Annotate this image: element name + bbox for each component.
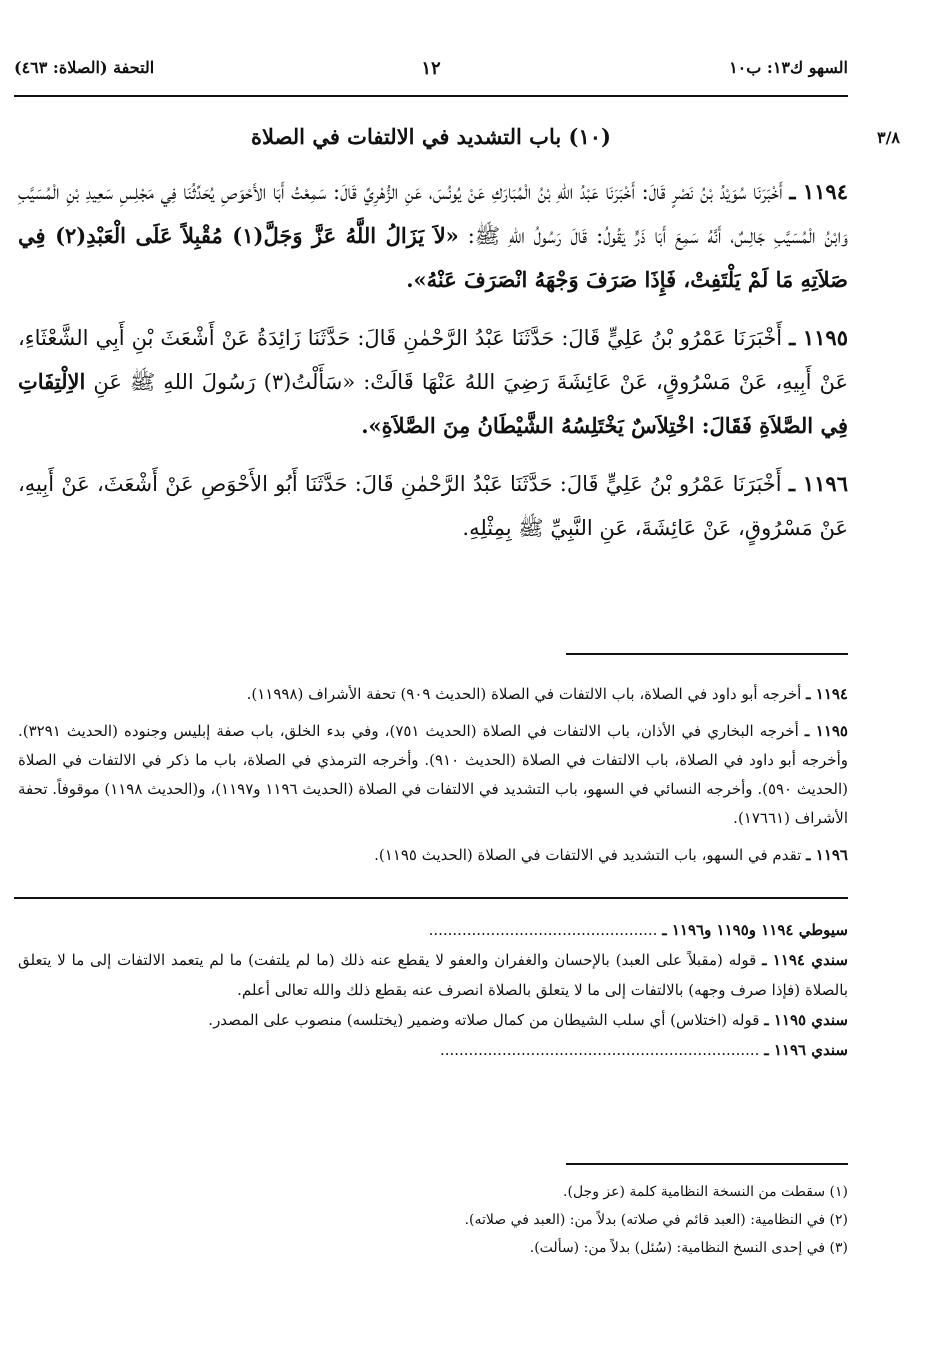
commentary-divider — [14, 897, 848, 899]
hadith-1195 — [18, 316, 848, 448]
page-number: ١٢ — [421, 58, 441, 79]
footnote: (٣) في إحدى النسخ النظامية: (سُئل) بدلاً من: (سألت). — [529, 1240, 848, 1256]
references-divider — [566, 653, 848, 655]
hadith-isnad: أَخْبَرَنَا عَمْرُو بْنُ عَلِيٍّ قَالَ: حَدَّثَنَا عَبْدُ الرَّحْمٰنِ قَالَ: حَدَّثَنَا أَبُو الأَحْوَصِ عَنْ أَشْعَثَ، عَنْ أَبِيهِ، عَنْ مَسْرُوقٍ، عَنْ عَائِشَةَ، عَنِ النَّبِيِّ ﷺ بِمِثْلِهِ. — [18, 472, 848, 540]
hadith-matn: الاِلْتِفَاتِ فِي الصَّلاَةِ فَقَالَ: اخْتِلاَسٌ يَخْتَلِسُهُ الشَّيْطَانُ مِنَ الصَّلاَةِ». — [18, 369, 848, 438]
commentary-dots: ................................................................... — [439, 1041, 760, 1059]
takhrij-references — [18, 680, 848, 878]
footnotes — [18, 1178, 848, 1262]
reference-text: تقدم في السهو، باب التشديد في الالتفات في الصلاة (الحديث ١١٩٥). — [374, 846, 802, 864]
commentary-text: قوله (مقبلاً على العبد) بالإحسان والغفران والعفو لا يقطع عنه ذلك (ما لم يلتفت) ما لم يتعمد الالتفات إلى ما لا يتعلق بالصلاة (فإذا صرف وجهه) بالالتفات إلى ما لا يتعلق بالصلاة انصرف عنه بقطع ذلك والله تعالى أعلم. — [18, 951, 848, 999]
hadith-1196 — [18, 462, 848, 550]
commentary-item — [18, 945, 848, 1005]
footnote: (١) سقطت من النسخة النظامية كلمة (عز وجل). — [563, 1184, 848, 1200]
reference-item — [18, 717, 848, 833]
hadith-number: ١١٩٥ ـ — [789, 325, 848, 350]
reference-text: أخرجه أبو داود في الصلاة، باب الالتفات في الصلاة (الحديث ٩٠٩) تحفة الأشراف (١١٩٩٨). — [246, 685, 802, 703]
footnotes-divider — [566, 1163, 848, 1165]
hadith-isnad: أَخْبَرَنَا عَمْرُو بْنُ عَلِيٍّ قَالَ: حَدَّثَنَا عَبْدُ الرَّحْمٰنِ قَالَ: حَدَّثَنَا زَائِدَةُ عَنْ أَشْعَثَ بْنِ أَبِي الشَّعْثَاءِ، عَنْ أَبِيهِ، عَنْ مَسْرُوقٍ، عَنْ عَائِشَةَ رَضِيَ اللهُ عَنْهَا قَالَتْ: «سَأَلْتُ(٣) رَسُولَ اللهِ ﷺ عَنِ — [18, 326, 848, 394]
reference-text: أخرجه البخاري في الأذان، باب الالتفات في الصلاة (الحديث ٧٥١)، وفي بدء الخلق، باب صفة إبليس وجنوده (الحديث ٣٢٩١). وأخرجه أبو داود في الصلاة، باب الالتفات في الصلاة (الحديث ٩١٠). وأخرجه الترمذي في الصلاة، باب ما ذكر في الالتفات في الصلاة (الحديث ٥٩٠). وأخرجه النسائي في السهو، باب التشديد في الالتفات في الصلاة (الحديث ١١٩٦ و١١٩٧)، و(الحديث ١١٩٨) موقوفاً. تحفة الأشراف (١٧٦٦١). — [18, 722, 848, 827]
commentary-label: سيوطي ١١٩٤ و١١٩٥ و١١٩٦ ـ — [662, 921, 848, 939]
hadith-matn: «لاَ يَزَالُ اللَّهُ عَزَّ وَجَلَّ(١) مُقْبِلاً عَلَى الْعَبْدِ(٢) فِي صَلاَتِهِ مَا لَمْ يَلْتَفِتْ، فَإِذَا صَرَفَ وَجْهَهُ انْصَرَفَ عَنْهُ». — [18, 223, 848, 292]
reference-number: ١١٩٥ ـ — [804, 722, 848, 740]
commentary-label: سندي ١١٩٥ ـ — [764, 1011, 848, 1029]
commentary-item — [18, 1035, 848, 1065]
reference-item — [18, 680, 848, 709]
hadith-1194 — [18, 170, 848, 302]
hadith-text — [18, 170, 848, 564]
header-tuhfa-ref: التحفة (الصلاة: ٤٦٣) — [14, 58, 155, 77]
reference-item — [18, 841, 848, 870]
commentary-dots: ................................................ — [428, 921, 658, 939]
margin-volume-note: ٣/٨ — [876, 128, 900, 147]
commentary-item — [18, 1005, 848, 1035]
commentary-label: سندي ١١٩٦ ـ — [764, 1041, 848, 1059]
commentary-section — [18, 915, 848, 1065]
hadith-number: ١١٩٤ ـ — [789, 179, 848, 204]
footnote: (٢) في النظامية: (العبد قائم في صلاته) بدلاً من: (العبد في صلاته). — [464, 1212, 848, 1228]
running-header — [14, 58, 848, 88]
reference-number: ١١٩٦ ـ — [806, 846, 848, 864]
hadith-isnad: أَخْبَرَنَا سُوَيْدُ بْنُ نَصْرٍ قَالَ: أَخْبَرَنَا عَبْدُ اللهِ بْنُ الْمُبَارَكِ عَنْ يُونُسَ، عَنِ الزُّهْرِيِّ قَالَ: سَمِعْتُ أَبَا الأَحْوَصِ يُحَدِّثُنَا فِي مَجْلِسِ سَعِيدِ بْنِ الْمُسَيَّبِ وَابْنُ الْمُسَيَّبِ جَالِسٌ، أَنَّهُ سَمِعَ أَبَا ذَرٍّ يَقُولُ: قَالَ رَسُولُ اللهِ ﷺ: — [18, 180, 848, 248]
reference-number: ١١٩٤ ـ — [806, 685, 848, 703]
chapter-title: (١٠) باب التشديد في الالتفات في الصلاة — [251, 124, 611, 149]
hadith-number: ١١٩٦ ـ — [788, 471, 848, 496]
commentary-text: قوله (اختلاس) أي سلب الشيطان من كمال صلاته وضمير (يختلسه) منصوب على المصدر. — [208, 1011, 760, 1029]
header-divider — [14, 95, 848, 97]
header-chapter-ref: السهو ك١٣: ب١٠ — [729, 58, 848, 77]
commentary-label: سندي ١١٩٤ ـ — [762, 951, 848, 969]
commentary-item — [18, 915, 848, 945]
